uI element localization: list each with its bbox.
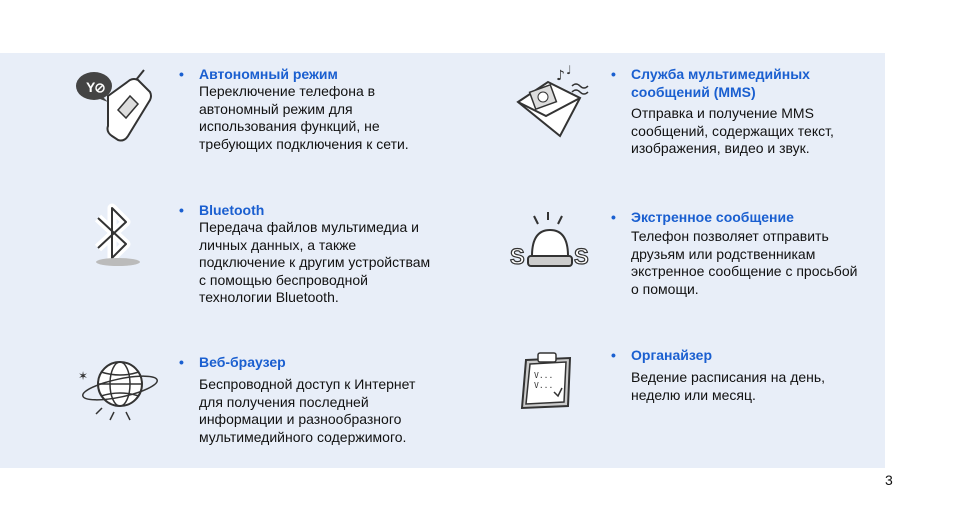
svg-text:♪: ♪ bbox=[556, 68, 565, 84]
bullet: • bbox=[179, 202, 184, 218]
svg-text:S: S bbox=[574, 244, 589, 269]
feature-title: Служба мультимедийных сообщений (MMS) bbox=[631, 66, 810, 100]
feature-description: Беспроводной доступ к Интернет для получения последней информации и разнообразного мультимедийного содержимого. bbox=[199, 376, 416, 445]
feature-title: Экстренное сообщение bbox=[631, 209, 794, 225]
svg-text:♩: ♩ bbox=[566, 63, 572, 77]
svg-text:V...: V... bbox=[534, 371, 554, 380]
mms-envelope-icon bbox=[508, 62, 598, 142]
bullet: • bbox=[611, 209, 616, 225]
feature-description: Ведение расписания на день, неделю или месяц. bbox=[631, 369, 826, 403]
svg-text:V...: V... bbox=[534, 381, 554, 390]
offline-phone-icon bbox=[72, 66, 162, 146]
feature-description: Переключение телефона в автономный режим для использования функций, не требующих подключения к сети. bbox=[199, 83, 409, 152]
feature-title: Веб-браузер bbox=[199, 354, 286, 370]
bullet: • bbox=[179, 66, 184, 82]
bullet: • bbox=[611, 347, 616, 363]
globe-icon bbox=[74, 352, 164, 424]
bluetooth-icon bbox=[80, 200, 150, 270]
page-number: 3 bbox=[885, 472, 893, 488]
svg-text:✶: ✶ bbox=[78, 369, 89, 383]
svg-text:Y: Y bbox=[86, 79, 96, 95]
bullet: • bbox=[179, 354, 184, 370]
feature-description: Телефон позволяет отправить друзьям или родственникам экстренное сообщение с просьбой о помощи. bbox=[631, 228, 858, 297]
sos-alarm-icon bbox=[506, 208, 596, 278]
feature-description: Отправка и получение MMS сообщений, содержащих текст, изображения, видео и звук. bbox=[631, 105, 834, 156]
svg-text:S: S bbox=[510, 244, 525, 269]
feature-description: Передача файлов мультимедиа и личных данных, а также подключение к другим устройствам с помощью беспроводной технологии Bluetooth. bbox=[199, 219, 431, 305]
organizer-clipboard-icon bbox=[514, 348, 584, 418]
bullet: • bbox=[611, 66, 616, 82]
feature-title: Органайзер bbox=[631, 347, 713, 363]
feature-title: Автономный режим bbox=[199, 66, 338, 82]
feature-title: Bluetooth bbox=[199, 202, 265, 218]
